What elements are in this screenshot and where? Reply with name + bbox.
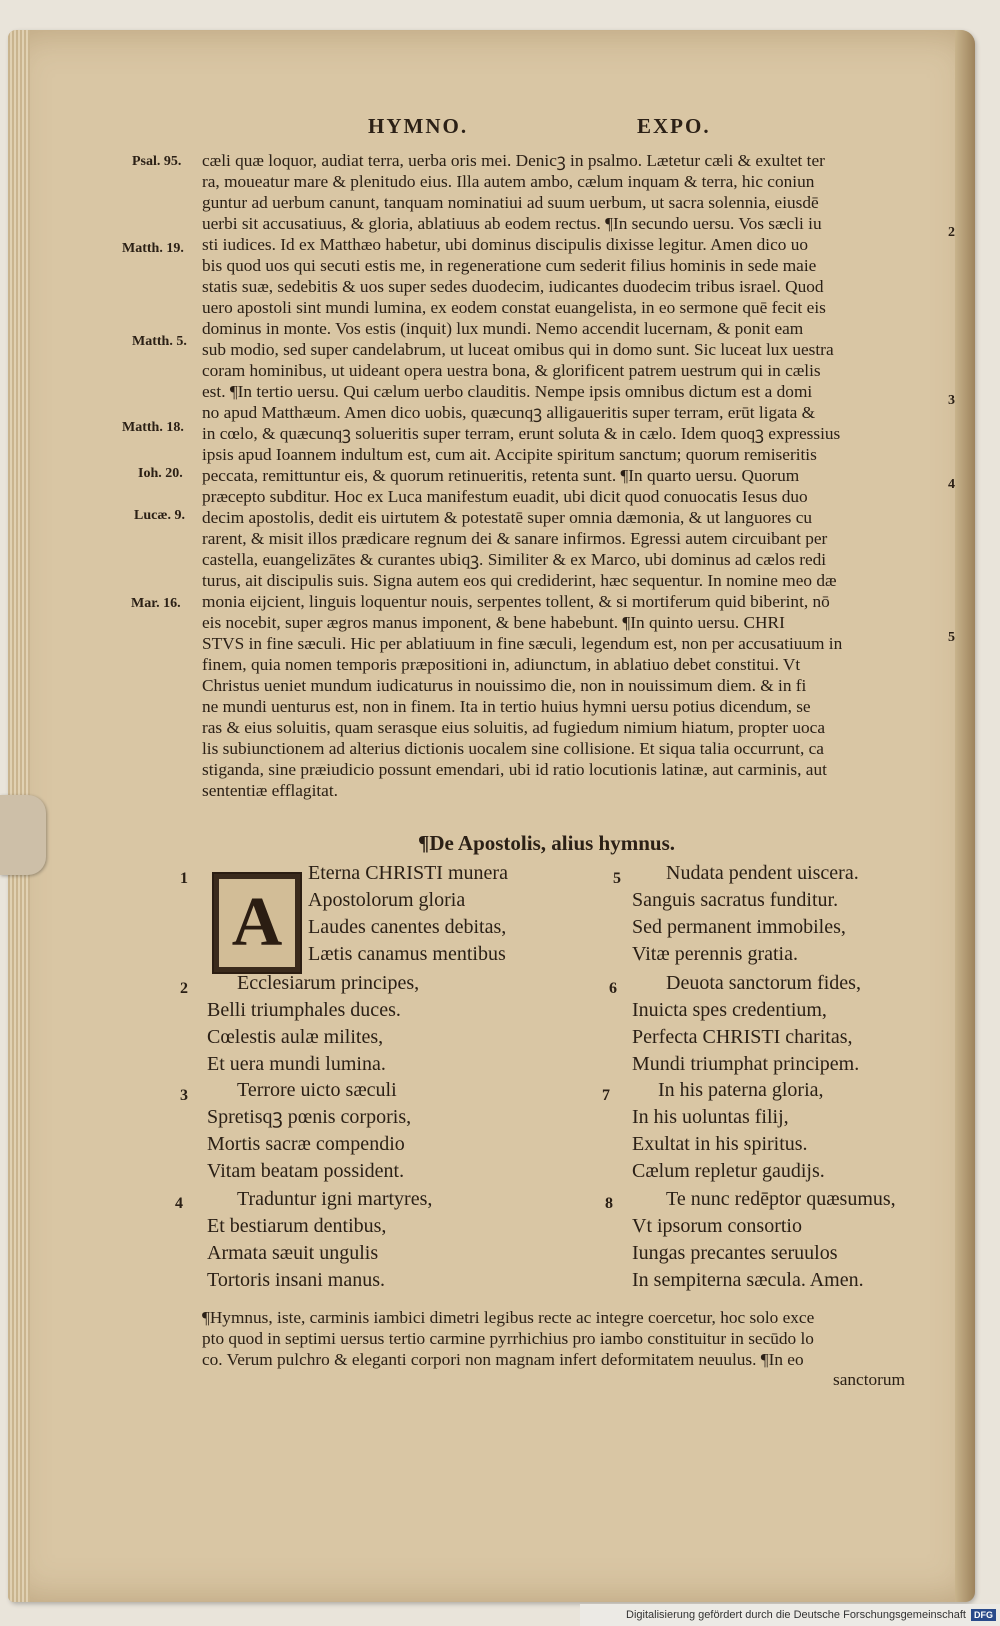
stanza <box>632 1077 825 1185</box>
margin-ref: Psal. 95. <box>132 154 182 169</box>
stanza <box>632 860 859 968</box>
text-line: uerbi sit accusatiuus, & gloria, ablatiuus ab eodem rectus. ¶In secundo uersu. Vos sæcli iu <box>202 214 822 233</box>
verse-line: Spretisqꝫ pœnis corporis, <box>207 1106 412 1128</box>
commentary-text <box>202 150 932 801</box>
text-line: ¶Hymnus, iste, carminis iambici dimetri legibus recte ac integre coercetur, hoc solo exce <box>202 1308 815 1327</box>
text-line: ra, moueatur mare & plenitudo eius. Illa autem ambo, cælum inquam & terra, hic coniun <box>202 172 815 191</box>
text-line: bis quod uos qui secuti estis me, in regeneratione cum sederit filius hominis in sede maie <box>202 256 817 275</box>
digitization-footer <box>580 1604 1000 1626</box>
text-line: cæli quæ loquor, audiat terra, uerba oris mei. Denicꝫ in psalmo. Lætetur cæli & exultet ter <box>202 151 825 170</box>
text-line: pto quod in septimi uersus tertio carmine pyrrhichius pro iambo constituitur in secūdo lo <box>202 1329 814 1348</box>
decorated-initial <box>212 872 302 974</box>
stanza <box>308 860 508 968</box>
text-line: præcepto subditur. Hoc ex Luca manifestum euadit, ubi dicit quod conuocatis Iesus duo <box>202 487 808 506</box>
text-line: finem, quia nomen temporis præpositioni in, adiunctum, in ablatiuo debet constitui. Vt <box>202 655 801 674</box>
text-line: uero apostoli sint mundi lumina, ex eodem constat euangelista, in eo sermone quē fecit eis <box>202 298 826 317</box>
verse-line: Mortis sacræ compendio <box>207 1133 405 1155</box>
stanza-number: 1 <box>180 870 188 887</box>
margin-verse-number: 3 <box>948 393 955 408</box>
margin-ref: Matth. 18. <box>122 420 184 435</box>
verse-line: Cælum repletur gaudijs. <box>632 1160 825 1182</box>
verse-line: Inuicta spes credentium, <box>632 999 827 1021</box>
verse-line: Tortoris insani manus. <box>207 1269 386 1291</box>
margin-verse-number: 5 <box>948 630 955 645</box>
text-line: STVS in fine sæculi. Hic per ablatiuum in fine sæculi, legendum est, non per accusatiuum in <box>202 634 843 653</box>
stanza-number: 7 <box>602 1087 610 1104</box>
verse-line: In his uoluntas filij, <box>632 1106 789 1128</box>
text-line: co. Verum pulchro & eleganti corpori non magnam infert deformitatem neuulus. ¶In eo <box>202 1350 804 1369</box>
margin-ref: Lucæ. 9. <box>134 508 185 523</box>
verse-line: Et uera mundi lumina. <box>207 1053 386 1075</box>
verse-line: Terrore uicto sæculi <box>237 1079 397 1101</box>
verse-line: Deuota sanctorum fides, <box>666 972 861 994</box>
verse-line: Sanguis sacratus funditur. <box>632 889 839 911</box>
text-line: in cœlo, & quæcunqꝫ solueritis super terram, erunt soluta & in cælo. Idem quoqꝫ expressius <box>202 424 841 443</box>
margin-ref: Ioh. 20. <box>138 466 183 481</box>
margin-ref: Mar. 16. <box>131 596 181 611</box>
text-line: no apud Matthæum. Amen dico uobis, quæcunqꝫ alligaueritis super terram, erūt ligata & <box>202 403 816 422</box>
initial-frame <box>219 879 295 967</box>
stanza-number: 2 <box>180 980 188 997</box>
margin-verse-number: 4 <box>948 477 955 492</box>
margin-verse-number: 2 <box>948 225 955 240</box>
margin-ref: Matth. 19. <box>122 241 184 256</box>
stanza-number: 6 <box>609 980 617 997</box>
verse-line: Mundi triumphat principem. <box>632 1053 860 1075</box>
verse-line: Vitam beatam possident. <box>207 1160 405 1182</box>
verse-line: In sempiterna sæcula. Amen. <box>632 1269 864 1291</box>
verse-line: Ecclesiarum principes, <box>237 972 420 994</box>
stanza-number: 8 <box>605 1195 613 1212</box>
running-head-left: HYMNO. <box>368 114 469 138</box>
metrical-note <box>202 1307 932 1370</box>
book-clasp <box>0 795 46 875</box>
stanza <box>207 1077 411 1185</box>
text-line: turus, ait discipulis suis. Signa autem eos qui crediderint, hæc sequentur. In nomine meo dæ <box>202 571 837 590</box>
stanza <box>207 970 419 1078</box>
verse-line: Iungas precantes seruulos <box>632 1242 838 1264</box>
dfg-logo: DFG <box>971 1609 996 1621</box>
text-line: Christus ueniet mundum iudicaturus in nouissimo die, non in nouissimum diem. & in fi <box>202 676 807 695</box>
margin-ref: Matth. 5. <box>132 334 187 349</box>
stanza <box>207 1186 432 1294</box>
text-line: ras & eius soluitis, quam serasque eius soluitis, ad fugiedum nimium hiatum, propter uoca <box>202 718 825 737</box>
stanza <box>632 1186 896 1294</box>
text-line: dominus in monte. Vos estis (inquit) lux mundi. Nemo accendit lucernam, & ponit eam <box>202 319 804 338</box>
text-line: monia eijcient, linguis loquentur nouis, serpentes tollent, & si mortiferum quid biberint, nō <box>202 592 830 611</box>
text-line: decim apostolis, dedit eis uirtutem & potestatē super omnia dæmonia, & ut languores cu <box>202 508 813 527</box>
verse-line: Sed permanent immobiles, <box>632 916 846 938</box>
text-line: ne mundi uenturus est, non in finem. Ita in tertio huius hymni uersu potius dicendum, se <box>202 697 811 716</box>
text-line: ipsis apud Ioannem indultum est, cum ait. Accipite spiritum sanctum; quorum remiseritis <box>202 445 817 464</box>
text-line: lis subiunctionem ad alterius dictionis uocalem sine collisione. Et siqua talia occurrunt, ca <box>202 739 824 758</box>
verse-line: Eterna CHRISTI munera <box>308 862 508 884</box>
footer-text: Digitalisierung gefördert durch die Deutsche Forschungsgemeinschaft <box>626 1609 966 1621</box>
running-head-right: EXPO. <box>637 114 711 138</box>
text-line: sti iudices. Id ex Matthæo habetur, ubi dominus discipulis dixisse legitur. Amen dico uo <box>202 235 809 254</box>
verse-line: Armata sæuit ungulis <box>207 1242 379 1264</box>
stanza-number: 4 <box>175 1195 183 1212</box>
verse-line: Vitæ perennis gratia. <box>632 943 798 965</box>
text-line: eis nocebit, super ægros manus imponent, & bene habebunt. ¶In quinto uersu. CHRI <box>202 613 785 632</box>
text-line: coram hominibus, ut uideant opera uestra bona, & glorificent patrem uestrum qui in cælis <box>202 361 821 380</box>
text-line: guntur ad uerbum canunt, tanquam nominatiui ad suum uerbum, ut sacra solennia, eiusdē <box>202 193 819 212</box>
text-line: statis suæ, sedebitis & uos super sedes duodecim, iudicantes duodecim tribus israel. Quod <box>202 277 824 296</box>
text-line: sententiæ efflagitat. <box>202 781 338 800</box>
text-line: castella, euangelizātes & curantes ubiqꝫ. Similiter & ex Marco, ubi dominus ad cælos redi <box>202 550 827 569</box>
text-line: sub modio, sed super candelabrum, ut luceat omibus qui in domo sunt. Sic luceat lux uestra <box>202 340 834 359</box>
verse-line: Traduntur igni martyres, <box>237 1188 433 1210</box>
verse-line: Nudata pendent uiscera. <box>666 862 859 884</box>
verse-line: Vt ipsorum consortio <box>632 1215 802 1237</box>
verse-line: Lætis canamus mentibus <box>308 943 506 965</box>
page-fore-edge <box>955 30 975 1602</box>
catchword: sanctorum <box>833 1370 905 1389</box>
text-line: est. ¶In tertio uersu. Qui cælum uerbo clauditis. Nempe ipsis omnibus dictum est a domi <box>202 382 813 401</box>
verse-line: Et bestiarum dentibus, <box>207 1215 387 1237</box>
verse-line: Laudes canentes debitas, <box>308 916 507 938</box>
verse-line: Apostolorum gloria <box>308 889 466 911</box>
verse-line: Te nunc redēptor quæsumus, <box>666 1188 896 1210</box>
stanza <box>632 970 861 1078</box>
verse-line: Exultat in his spiritus. <box>632 1133 808 1155</box>
verse-line: Perfecta CHRISTI charitas, <box>632 1026 853 1048</box>
text-line: peccata, remittuntur eis, & quorum retinueritis, retenta sunt. ¶In quarto uersu. Quorum <box>202 466 800 485</box>
stanza-number: 3 <box>180 1087 188 1104</box>
stanza-number: 5 <box>613 870 621 887</box>
text-line: rarent, & misit illos prædicare regnum dei & sanare infirmos. Egressi autem circuibant per <box>202 529 828 548</box>
hymn-title: ¶De Apostolis, alius hymnus. <box>418 831 675 855</box>
initial-letter: A <box>231 884 283 961</box>
verse-line: Belli triumphales duces. <box>207 999 401 1021</box>
verse-line: In his paterna gloria, <box>658 1079 824 1101</box>
verse-line: Cœlestis aulæ milites, <box>207 1026 384 1048</box>
text-line: stiganda, sine præiudicio possunt emendari, ubi id ratio locutionis latinæ, aut carminis, aut <box>202 760 827 779</box>
